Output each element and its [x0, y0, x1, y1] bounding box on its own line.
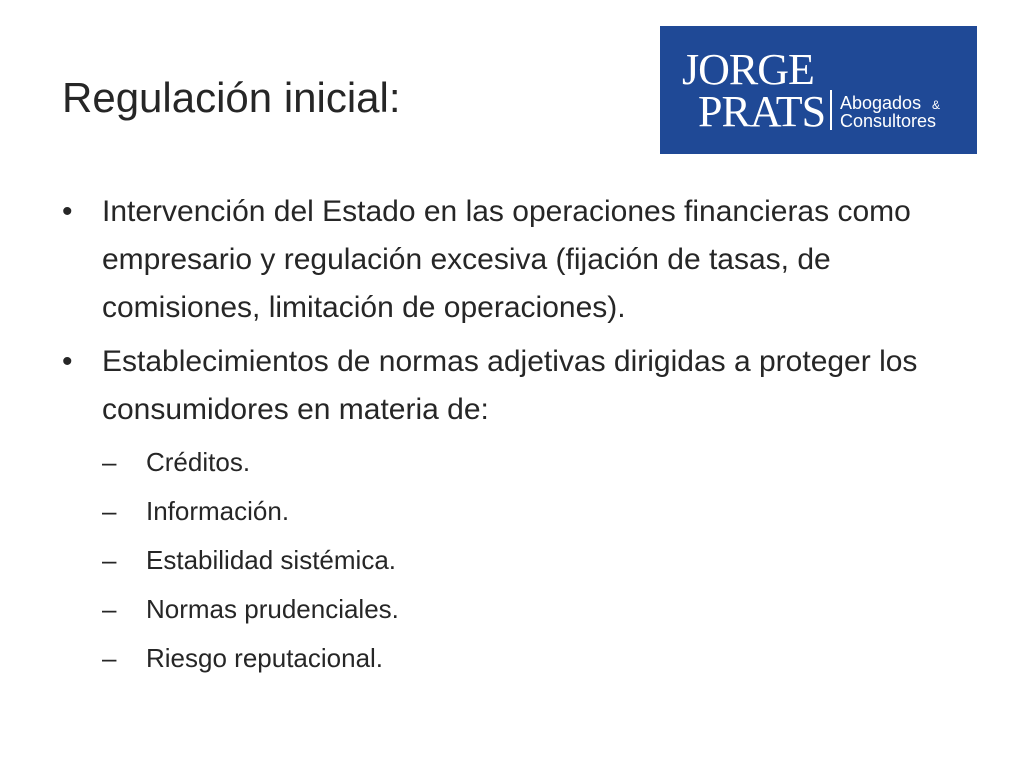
- sub-bullet-item: [102, 487, 962, 536]
- sub-bullet-item: [102, 438, 962, 487]
- dash-marker: –: [102, 545, 117, 575]
- sub-bullet-text: Información.: [146, 496, 290, 526]
- logo-name-line2: PRATS: [698, 87, 826, 136]
- dash-marker: –: [102, 496, 117, 526]
- sub-bullet-item: [102, 634, 962, 683]
- bullet-list: [62, 188, 962, 689]
- bullet-item: [62, 188, 962, 332]
- bullet-marker: •: [62, 345, 73, 378]
- sub-bullet-text: Normas prudenciales.: [146, 594, 399, 624]
- jorge-prats-logo: [660, 26, 977, 154]
- sub-bullet-text: Riesgo reputacional.: [146, 643, 384, 673]
- dash-marker: –: [102, 447, 117, 477]
- sub-bullet-item: [102, 585, 962, 634]
- bullet-item: [62, 338, 962, 683]
- sub-bullet-text: Créditos.: [146, 447, 251, 477]
- dash-marker: –: [102, 594, 117, 624]
- sub-bullet-text: Estabilidad sistémica.: [146, 545, 396, 575]
- logo-divider: [830, 90, 832, 130]
- bullet-text: Intervención del Estado en las operaciones financieras como empresario y regulación excesiva (fijación de tasas, de comisiones, limitación de operaciones).: [102, 195, 911, 324]
- logo-name-line1: JORGE: [682, 45, 814, 94]
- logo-tagline-line1: Abogados: [840, 93, 922, 113]
- slide-title: Regulación inicial:: [62, 74, 401, 121]
- bullet-text: Establecimientos de normas adjetivas dirigidas a proteger los consumidores en materia de:: [102, 345, 918, 426]
- sub-bullet-item: [102, 536, 962, 585]
- bullet-marker: •: [62, 195, 73, 228]
- dash-marker: –: [102, 643, 117, 673]
- sub-bullet-list: [102, 438, 962, 683]
- logo-tagline-amp: &: [932, 98, 941, 112]
- logo-tagline-line2: Consultores: [840, 111, 937, 131]
- logo-artwork: [660, 26, 977, 154]
